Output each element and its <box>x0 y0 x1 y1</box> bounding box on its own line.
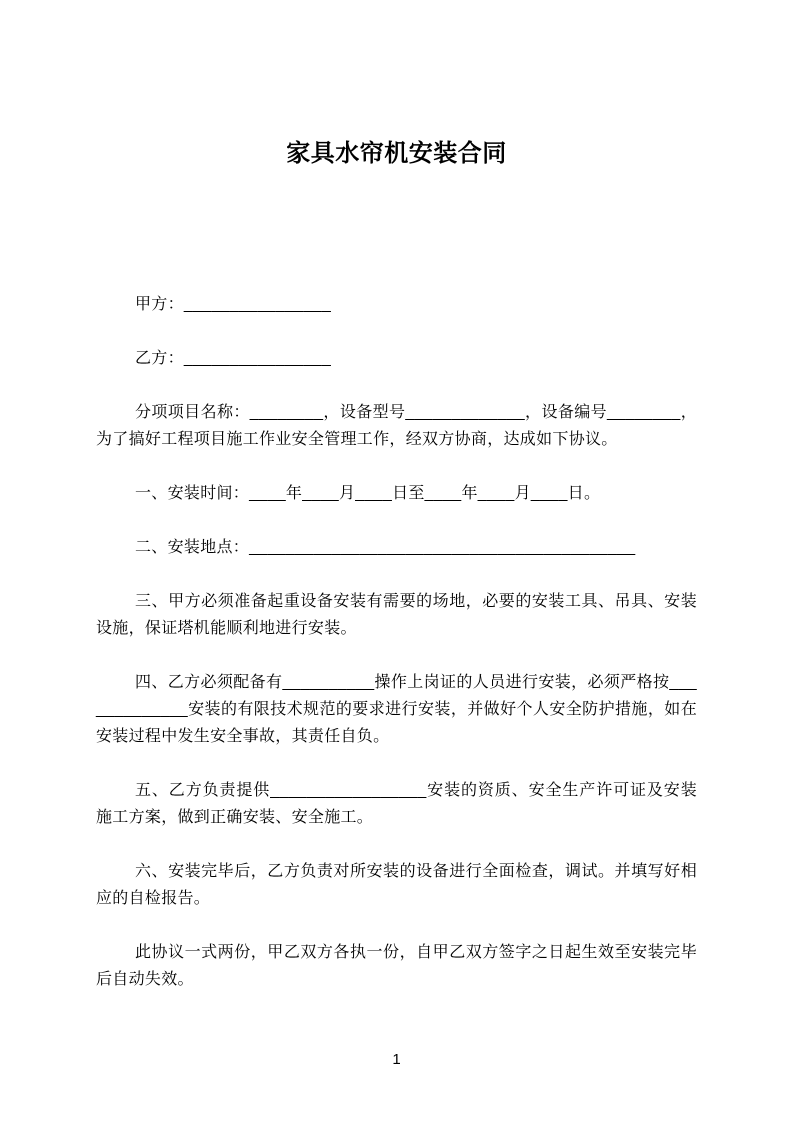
clause-2-installation-location: 二、安装地点：__________________________________________ <box>135 539 636 556</box>
party-b-line: 乙方：________________ <box>135 350 332 367</box>
clause-4-party-b-personnel: 四、乙方必须配备有__________操作上岗证的人员进行安装，必须严格按_____________安装的有限技术规范的要求进行安装，并做好个人安全防护措施，如在安装过程中发生安全事故，其责任自负。 <box>96 674 697 745</box>
clause-5-party-b-qualifications: 五、乙方负责提供_________________安装的资质、安全生产许可证及安装施工方案，做到正确安装、安全施工。 <box>96 782 697 826</box>
intro-paragraph: 分项项目名称：________，设备型号_____________，设备编号________，为了搞好工程项目施工作业安全管理工作，经双方协商，达成如下协议。 <box>96 404 697 448</box>
party-a-line: 甲方：________________ <box>135 296 332 313</box>
clause-1-installation-time: 一、安装时间：____年____月____日至____年____月____日。 <box>135 485 601 502</box>
closing-paragraph: 此协议一式两份，甲乙双方各执一份，自甲乙双方签字之日起生效至安装完毕后自动失效。 <box>96 944 697 988</box>
document-body <box>0 291 793 993</box>
clause-6-inspection: 六、安装完毕后，乙方负责对所安装的设备进行全面检查，调试。并填写好相应的自检报告。 <box>96 863 697 907</box>
page-number: 1 <box>392 1051 401 1068</box>
document-title: 家具水帘机安装合同 <box>286 140 507 167</box>
clause-3-party-a-obligations: 三、甲方必须准备起重设备安装有需要的场地，必要的安装工具、吊具、安装设施，保证塔机能顺利地进行安装。 <box>96 593 697 637</box>
